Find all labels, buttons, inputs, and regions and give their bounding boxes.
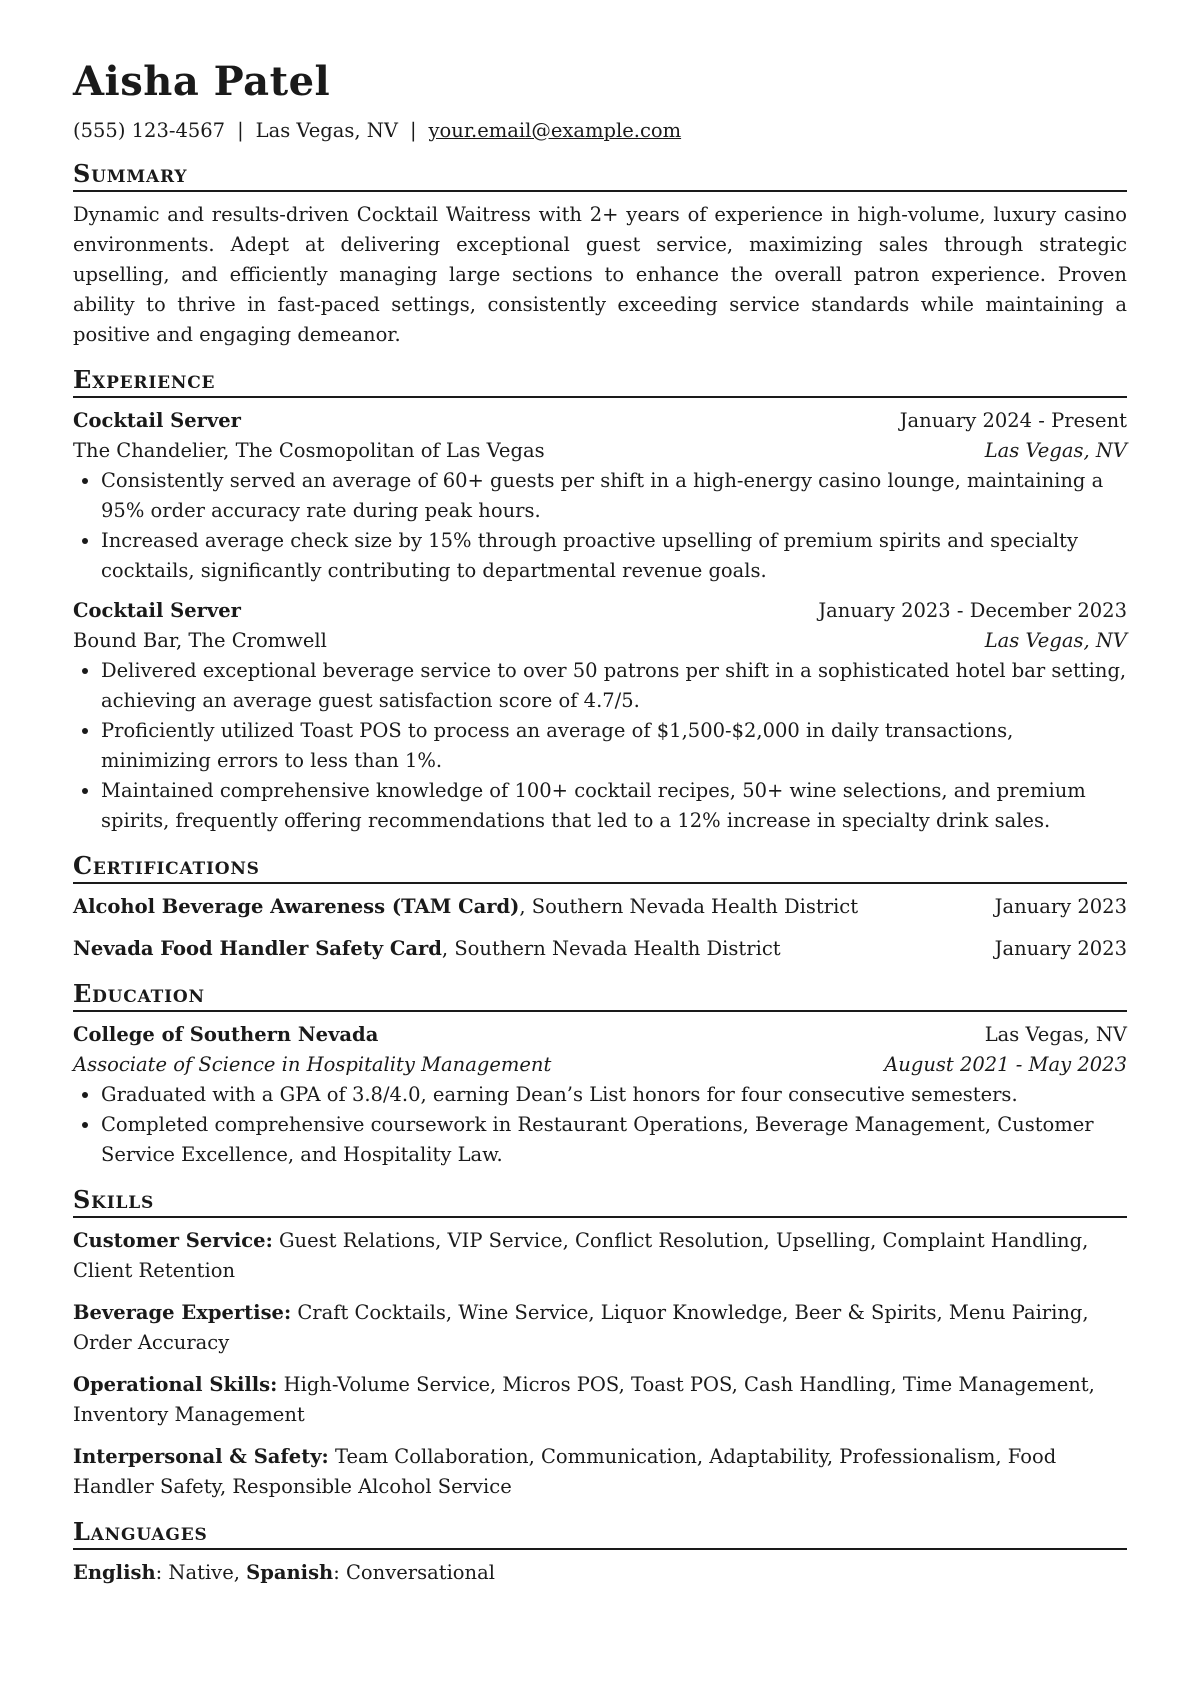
job-dates: January 2023 - December 2023 <box>818 599 1127 622</box>
skill-label: Operational Skills: <box>73 1373 278 1396</box>
education-dates: August 2021 - May 2023 <box>884 1053 1127 1076</box>
job-bullet: • Delivered exceptional beverage service to over 50 patrons per shift in a sophisticated hotel bar setting, achieving an average guest satisfaction score of 4.7/5. <box>101 656 1127 716</box>
job-bullet: • Proficiently utilized Toast POS to process an average of $1,500-$2,000 in daily transactions, minimizing errors to less than 1%. <box>101 716 1127 776</box>
skill-items: Guest Relations, VIP Service, Conflict Resolution, Upselling, Complaint Handling, Client Retention <box>73 1229 1089 1282</box>
job-bullet: • Increased average check size by 15% through proactive upselling of premium spirits and specialty cocktails, significantly contributing to departmental revenue goals. <box>101 526 1127 586</box>
section-title-education: Education <box>73 980 1127 1012</box>
resume <box>73 58 1127 1588</box>
language-level: : Native, <box>155 1561 247 1584</box>
certification-item <box>73 934 1127 964</box>
candidate-name: Aisha Patel <box>73 58 331 105</box>
skill-items: Team Collaboration, Communication, Adaptability, Professionalism, Food Handler Safety, Responsible Alcohol Service <box>73 1445 1057 1498</box>
language-name: Spanish <box>246 1561 334 1584</box>
skill-group <box>73 1298 1127 1358</box>
cert-name: Nevada Food Handler Safety Card <box>73 937 442 960</box>
job-bullet: • Consistently served an average of 60+ guests per shift in a high-energy casino lounge, maintaining a 95% order accuracy rate during peak hours. <box>101 466 1127 526</box>
education-bullets <box>73 1080 1127 1170</box>
job-company: Bound Bar, The Cromwell <box>73 629 327 652</box>
location: Las Vegas, NV <box>255 119 398 142</box>
degree: Associate of Science in Hospitality Management <box>73 1053 552 1076</box>
section-title-certifications: Certifications <box>73 852 1127 884</box>
contact-line <box>73 118 1127 144</box>
job-entry <box>73 406 1127 586</box>
job-entry <box>73 596 1127 836</box>
job-bullets <box>73 466 1127 586</box>
school-location: Las Vegas, NV <box>984 1023 1127 1046</box>
job-bullet: • Maintained comprehensive knowledge of 100+ cocktail recipes, 50+ wine selections, and premium spirits, frequently offering recommendations that led to a 12% increase in specialty drink sales. <box>101 776 1127 836</box>
summary-text: Dynamic and results-driven Cocktail Waitress with 2+ years of experience in high-volume, luxury casino environments. Adept at delivering exceptional guest service, maximizing sales through strategic upselling, and efficiently managing large sections to enhance the overall patron experience. Proven ability to thrive in fast-paced settings, consistently exceeding service standards while maintaining a positive and engaging demeanor. <box>73 203 1127 346</box>
job-location: Las Vegas, NV <box>984 629 1127 652</box>
phone: (555) 123-4567 <box>73 119 226 142</box>
job-role: Cocktail Server <box>73 409 241 432</box>
job-location: Las Vegas, NV <box>984 439 1127 462</box>
education-bullet: • Completed comprehensive coursework in Restaurant Operations, Beverage Management, Customer Service Excellence, and Hospitality Law. <box>101 1110 1127 1170</box>
certification-item <box>73 892 1127 922</box>
job-bullets <box>73 656 1127 836</box>
section-title-skills: Skills <box>73 1186 1127 1218</box>
section-title-experience: Experience <box>73 366 1127 398</box>
education-entry <box>73 1020 1127 1170</box>
language-name: English <box>73 1561 156 1584</box>
skill-group <box>73 1370 1127 1430</box>
skill-items: Craft Cocktails, Wine Service, Liquor Knowledge, Beer & Spirits, Menu Pairing, Order Accuracy <box>73 1301 1089 1354</box>
cert-name: Alcohol Beverage Awareness (TAM Card) <box>73 895 520 918</box>
section-title-languages: Languages <box>73 1518 1127 1550</box>
skill-label: Interpersonal & Safety: <box>73 1445 329 1468</box>
email-link[interactable]: your.email@example.com <box>428 119 682 142</box>
skill-group <box>73 1442 1127 1502</box>
skill-label: Beverage Expertise: <box>73 1301 292 1324</box>
cert-date: January 2023 <box>994 937 1127 960</box>
education-bullet: • Graduated with a GPA of 3.8/4.0, earning Dean’s List honors for four consecutive semesters. <box>101 1080 1127 1110</box>
cert-issuer: , Southern Nevada Health District <box>441 937 781 960</box>
job-company: The Chandelier, The Cosmopolitan of Las Vegas <box>73 439 545 462</box>
language-level: : Conversational <box>333 1561 495 1584</box>
school-name: College of Southern Nevada <box>73 1023 379 1046</box>
section-title-summary: Summary <box>73 160 1127 192</box>
separator: | <box>237 119 244 142</box>
languages-line <box>73 1558 1127 1588</box>
separator: | <box>409 119 417 142</box>
cert-issuer: , Southern Nevada Health District <box>519 895 859 918</box>
job-dates: January 2024 - Present <box>899 409 1127 432</box>
job-role: Cocktail Server <box>73 599 241 622</box>
cert-date: January 2023 <box>994 895 1127 918</box>
skill-items: High-Volume Service, Micros POS, Toast POS, Cash Handling, Time Management, Inventory Management <box>73 1373 1095 1426</box>
skill-group <box>73 1226 1127 1286</box>
skill-label: Customer Service: <box>73 1229 273 1252</box>
